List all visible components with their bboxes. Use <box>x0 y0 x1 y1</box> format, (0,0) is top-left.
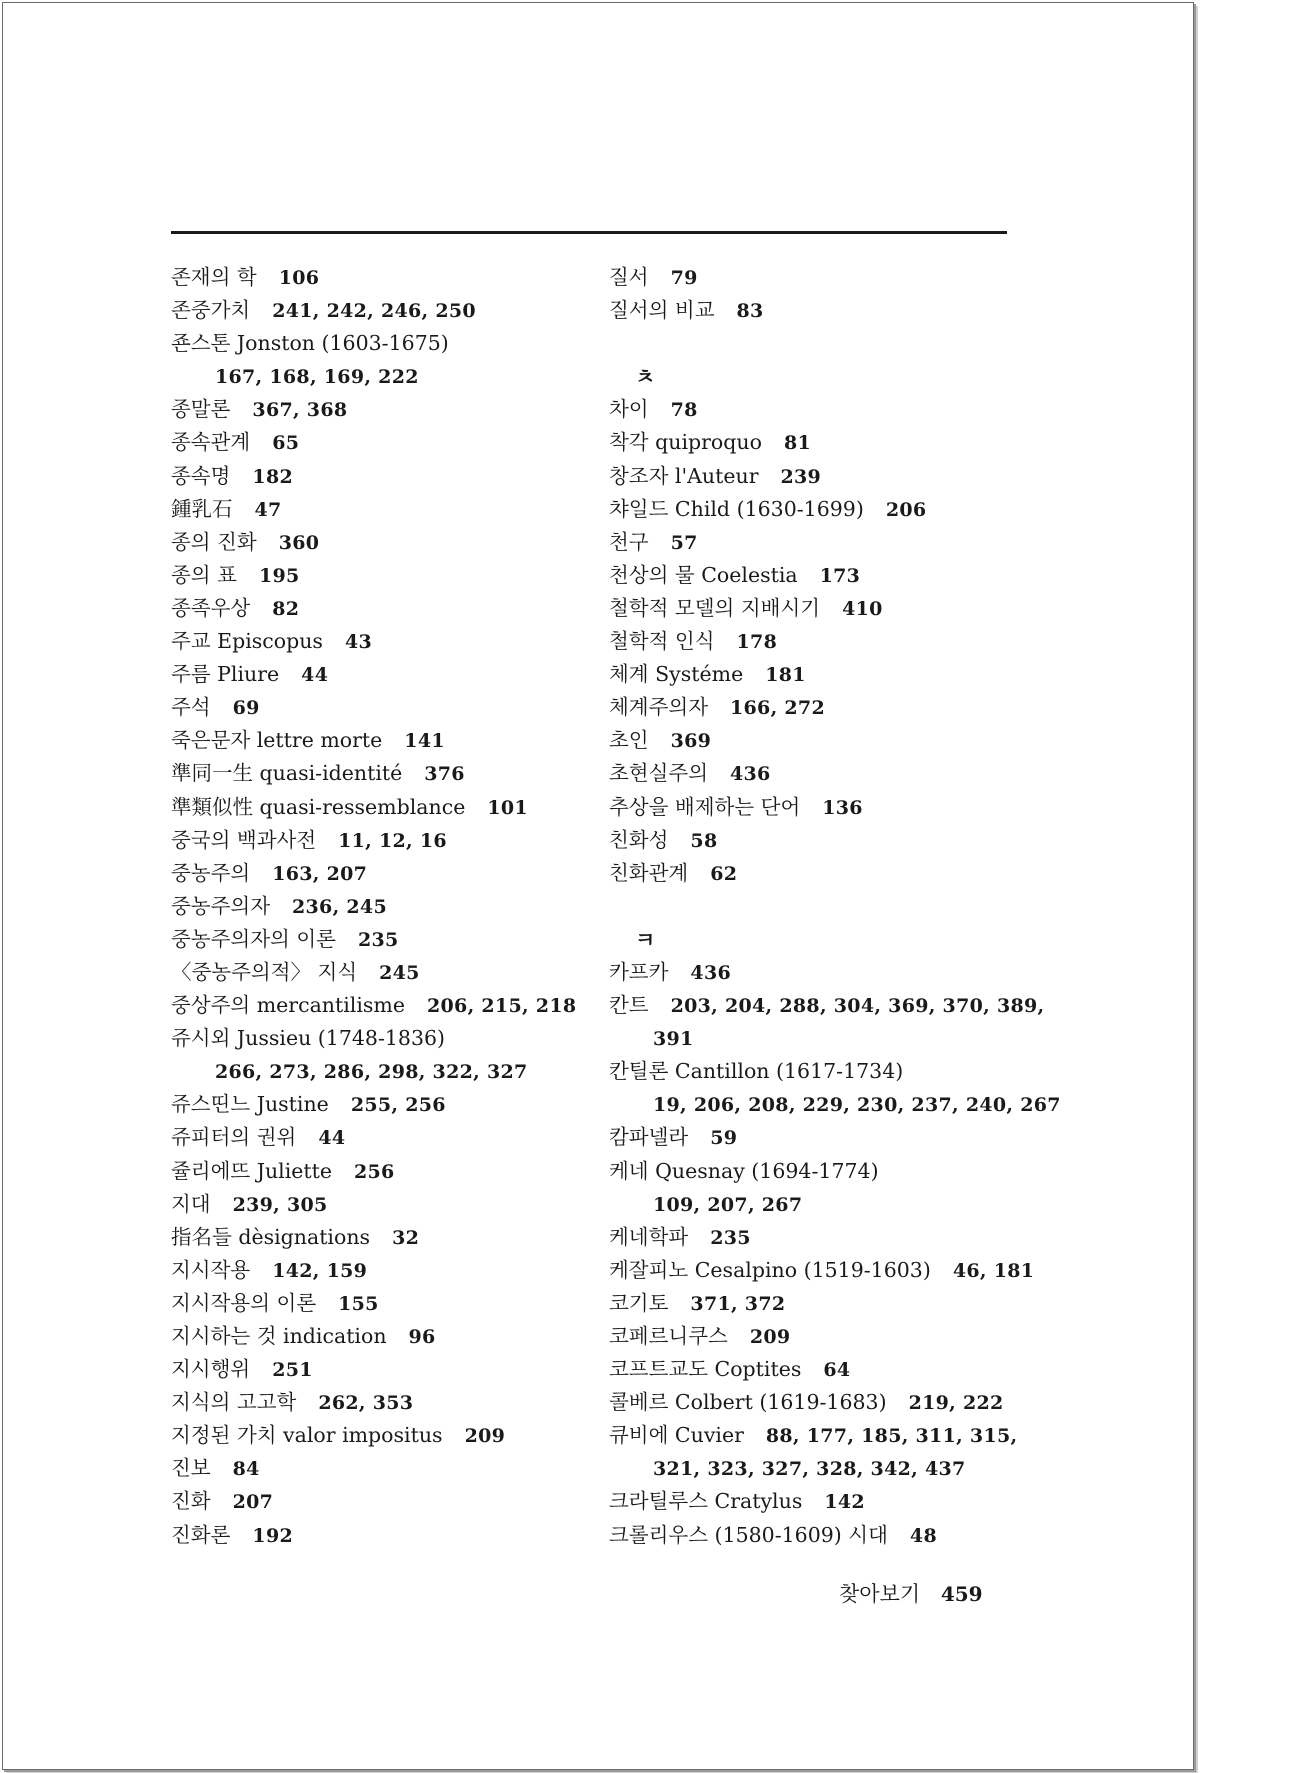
blank-line <box>609 327 1029 360</box>
entry-term: 천상의 물 Coelestia <box>609 562 798 587</box>
entry-pages: 369 <box>670 730 712 753</box>
index-entry <box>171 1022 591 1055</box>
index-entry <box>171 625 591 658</box>
entry-pages: 84 <box>232 1458 260 1481</box>
footer-label: 찾아보기 <box>839 1582 921 1606</box>
entry-term: 중상주의 mercantilisme <box>171 993 406 1018</box>
index-entry <box>171 1419 591 1452</box>
index-entry <box>171 294 591 327</box>
entry-term: 지시작용 <box>171 1257 251 1282</box>
index-entry <box>171 1353 591 1386</box>
index-entry <box>609 724 1029 757</box>
entry-pages: 62 <box>710 862 738 885</box>
entry-pages: 360 <box>278 531 320 554</box>
entry-term: 중농주의자의 이론 <box>171 926 336 951</box>
index-entry <box>609 824 1029 857</box>
entry-pages: 206 <box>885 498 927 521</box>
section-letter: ㅊ <box>635 364 656 390</box>
index-entry <box>609 658 1029 691</box>
entry-term: 체계 Systéme <box>609 662 744 687</box>
index-entry <box>609 989 1045 1022</box>
index-entry <box>171 526 591 559</box>
entry-term: 지정된 가치 valor impositus <box>171 1423 443 1448</box>
entry-pages: 256 <box>354 1160 395 1183</box>
entry-term: 캄파넬라 <box>609 1125 689 1150</box>
index-entry <box>609 526 1029 559</box>
entry-term: 종속명 <box>171 463 231 488</box>
index-entry <box>609 1055 1029 1088</box>
entry-term: 큐비에 Cuvier <box>609 1423 744 1448</box>
index-entry-continuation <box>171 1055 591 1088</box>
index-entry <box>609 493 1029 526</box>
entry-pages: 262, 353 <box>318 1392 414 1415</box>
entry-term: 진화론 <box>171 1522 231 1547</box>
entry-term: 準類似性 quasi-ressemblance <box>171 794 466 819</box>
entry-term: 쥴리에뜨 Juliette <box>171 1158 333 1183</box>
index-entry <box>171 1287 591 1320</box>
entry-pages: 166, 272 <box>730 697 825 720</box>
entry-term: 指名들 dèsignations <box>171 1224 371 1249</box>
entry-pages: 207 <box>232 1491 274 1514</box>
entry-pages: 367, 368 <box>252 399 348 422</box>
index-entry-continuation <box>609 1452 1029 1485</box>
entry-pages: 167, 168, 169, 222 <box>215 366 419 389</box>
index-entry <box>171 1254 591 1287</box>
entry-term: 친화성 <box>609 827 669 852</box>
entry-term: 칸트 <box>609 993 649 1018</box>
index-entry <box>171 460 591 493</box>
entry-term: 크롤리우스 (1580-1609) 시대 <box>609 1522 888 1547</box>
index-page <box>2 2 1194 1770</box>
entry-term: 케네학파 <box>609 1224 689 1249</box>
entry-term: 鍾乳石 <box>171 496 233 521</box>
index-entry <box>609 1353 1029 1386</box>
index-entry <box>171 1155 591 1188</box>
index-entry <box>171 1121 591 1154</box>
index-entry <box>171 658 591 691</box>
entry-pages: 178 <box>736 631 778 654</box>
entry-pages: 255, 256 <box>350 1094 446 1117</box>
entry-term: 주름 Pliure <box>171 662 280 687</box>
entry-term: 존재의 학 <box>171 265 257 289</box>
entry-term: 초현실주의 <box>609 761 709 786</box>
entry-term: 지시행위 <box>171 1357 251 1382</box>
entry-term: 쥬스띤느 Justine <box>171 1092 329 1117</box>
entry-pages: 88, 177, 185, 311, 315, <box>765 1425 1018 1448</box>
entry-term: 종의 표 <box>171 562 237 587</box>
entry-pages: 266, 273, 286, 298, 322, 327 <box>215 1061 528 1084</box>
index-entry <box>171 592 591 625</box>
entry-term: 차이 <box>609 397 649 422</box>
index-entry <box>609 1221 1029 1254</box>
index-entry <box>171 1485 591 1518</box>
entry-term: 카프카 <box>609 959 669 984</box>
index-entry-continuation <box>609 1188 1029 1221</box>
entry-term: 친화관계 <box>609 860 689 885</box>
index-entry <box>171 426 591 459</box>
entry-term: 주교 Episcopus <box>171 629 323 654</box>
entry-term: 종말론 <box>171 397 231 422</box>
index-entry <box>609 1155 1029 1188</box>
entry-term: 중농주의자 <box>171 893 271 918</box>
entry-pages: 11, 12, 16 <box>338 829 447 852</box>
entry-pages: 235 <box>357 928 399 951</box>
page-number: 459 <box>940 1582 983 1606</box>
entry-pages: 109, 207, 267 <box>653 1193 803 1216</box>
index-entry <box>609 956 1029 989</box>
entry-term: 중국의 백과사전 <box>171 827 317 852</box>
entry-term: 지대 <box>171 1191 211 1216</box>
index-entry <box>171 1188 591 1221</box>
index-entry <box>609 691 1029 724</box>
entry-pages: 136 <box>822 796 863 819</box>
index-entry <box>609 791 1029 824</box>
entry-pages: 46, 181 <box>952 1259 1035 1282</box>
header-rule <box>171 231 1007 234</box>
entry-term: 종족우상 <box>171 595 251 620</box>
entry-term: 칸틸론 Cantillon (1617-1734) <box>609 1059 904 1084</box>
entry-pages: 69 <box>232 697 260 720</box>
entry-pages: 236, 245 <box>292 895 387 918</box>
index-entry <box>171 989 591 1022</box>
index-entry <box>171 956 591 989</box>
entry-pages: 32 <box>392 1226 420 1249</box>
entry-term: 챠일드 Child (1630-1699) <box>609 496 864 521</box>
entry-term: 체계주의자 <box>609 695 709 720</box>
entry-term: 착각 quiproquo <box>609 430 762 455</box>
entry-term: 존중가치 <box>171 298 251 323</box>
entry-term: 지시작용의 이론 <box>171 1290 317 1315</box>
index-entry <box>609 1254 1035 1287</box>
entry-pages: 96 <box>408 1326 436 1348</box>
entry-pages: 181 <box>765 664 806 687</box>
index-entry <box>171 1320 591 1353</box>
entry-term: 종의 진화 <box>171 529 257 554</box>
index-entry <box>171 923 591 956</box>
index-entry <box>171 1386 591 1419</box>
index-entry <box>171 559 591 592</box>
index-entry <box>609 857 1029 890</box>
entry-term: 초인 <box>609 728 649 753</box>
entry-pages: 245 <box>379 961 420 984</box>
entry-pages: 163, 207 <box>272 862 368 885</box>
entry-pages: 64 <box>823 1359 851 1382</box>
entry-pages: 182 <box>252 465 293 488</box>
entry-pages: 79 <box>670 267 698 289</box>
entry-pages: 436 <box>690 961 731 984</box>
index-entry <box>609 757 1029 790</box>
entry-term: 진보 <box>171 1456 211 1481</box>
entry-term: 주석 <box>171 695 211 720</box>
entry-term: 코프트교도 Coptites <box>609 1357 802 1382</box>
section-letter: ㅋ <box>635 926 656 952</box>
index-entry <box>171 791 591 824</box>
entry-pages: 57 <box>670 531 698 554</box>
index-entry <box>171 1088 591 1121</box>
entry-term: 지식의 고고학 <box>171 1390 297 1415</box>
index-entry <box>609 1519 1029 1552</box>
entry-pages: 106 <box>278 267 320 289</box>
index-entry <box>609 1320 1029 1353</box>
entry-pages: 65 <box>272 432 300 455</box>
entry-pages: 436 <box>730 763 771 786</box>
entry-pages: 410 <box>842 597 883 620</box>
entry-pages: 173 <box>819 564 861 587</box>
index-entry <box>609 393 1029 426</box>
entry-pages: 142, 159 <box>272 1259 368 1282</box>
entry-pages: 209 <box>464 1425 506 1448</box>
entry-term: 질서 <box>609 265 649 289</box>
index-entry <box>609 1485 1029 1518</box>
index-entry <box>171 1452 591 1485</box>
entry-term: 쥬피터의 권위 <box>171 1125 297 1150</box>
entry-term: 죽은문자 lettre morte <box>171 728 383 753</box>
entry-pages: 219, 222 <box>908 1392 1004 1415</box>
entry-pages: 371, 372 <box>690 1292 786 1315</box>
index-entry-continuation <box>609 1022 1029 1055</box>
entry-pages: 58 <box>690 829 718 852</box>
entry-pages: 321, 323, 327, 328, 342, 437 <box>653 1458 966 1481</box>
entry-term: 케잘피노 Cesalpino (1519-1603) <box>609 1257 931 1282</box>
entry-pages: 142 <box>824 1491 865 1514</box>
index-entry <box>171 327 591 360</box>
entry-pages: 19, 206, 208, 229, 230, 237, 240, 267 <box>653 1094 1061 1117</box>
index-entry <box>609 426 1029 459</box>
index-entry <box>171 261 591 294</box>
entry-pages: 241, 242, 246, 250 <box>272 300 476 323</box>
entry-term: 죤스톤 Jonston (1603-1675) <box>171 331 449 356</box>
entry-term: 질서의 비교 <box>609 298 715 323</box>
index-entry <box>609 460 1029 493</box>
entry-pages: 192 <box>252 1524 293 1547</box>
index-entry <box>171 757 591 790</box>
index-entry <box>171 393 591 426</box>
index-entry <box>171 1221 591 1254</box>
index-entry <box>171 824 591 857</box>
index-entry <box>609 1386 1029 1419</box>
entry-pages: 47 <box>254 498 282 521</box>
entry-term: 천구 <box>609 529 649 554</box>
entry-pages: 101 <box>487 796 528 819</box>
entry-term: 철학적 인식 <box>609 629 715 654</box>
entry-pages: 141 <box>404 730 445 753</box>
entry-pages: 44 <box>301 664 329 687</box>
entry-pages: 81 <box>783 432 811 455</box>
entry-pages: 44 <box>318 1127 346 1150</box>
entry-pages: 43 <box>344 631 373 654</box>
index-entry-continuation <box>609 1088 1061 1121</box>
entry-term: 코페르니쿠스 <box>609 1324 728 1348</box>
index-entry <box>171 857 591 890</box>
entry-pages: 155 <box>338 1292 379 1315</box>
entry-term: 〈중농주의적〉 지식 <box>171 959 358 984</box>
index-entry <box>609 625 1029 658</box>
entry-term: 추상을 배제하는 단어 <box>609 794 801 819</box>
entry-term: 창조자 l'Auteur <box>609 463 759 488</box>
entry-pages: 48 <box>909 1524 937 1547</box>
index-column-right <box>609 261 1061 1552</box>
entry-pages: 209 <box>749 1326 791 1348</box>
entry-term: 코기토 <box>609 1290 669 1315</box>
index-entry <box>609 559 1029 592</box>
section-heading <box>609 923 1029 956</box>
entry-term: 중농주의 <box>171 860 251 885</box>
index-entry <box>171 493 591 526</box>
entry-term: 지시하는 것 indication <box>171 1324 387 1348</box>
index-entry <box>171 1519 591 1552</box>
index-entry <box>609 1419 1029 1452</box>
entry-pages: 391 <box>653 1028 694 1051</box>
entry-term: 종속관계 <box>171 430 251 455</box>
entry-pages: 59 <box>710 1127 738 1150</box>
entry-term: 콜베르 Colbert (1619-1683) <box>609 1390 887 1415</box>
entry-pages: 195 <box>258 564 300 587</box>
entry-term: 準同一生 quasi-identité <box>171 761 403 786</box>
index-entry <box>609 592 1029 625</box>
entry-term: 쥬시외 Jussieu (1748-1836) <box>171 1026 446 1051</box>
entry-pages: 78 <box>670 399 698 422</box>
index-column-left <box>171 261 591 1552</box>
entry-term: 진화 <box>171 1489 211 1514</box>
entry-pages: 376 <box>424 763 465 786</box>
entry-term: 케네 Quesnay (1694-1774) <box>609 1158 879 1183</box>
index-entry <box>171 890 591 923</box>
entry-pages: 235 <box>710 1226 751 1249</box>
section-heading <box>609 360 1029 393</box>
page-footer <box>839 1578 983 1608</box>
index-entry <box>609 1287 1029 1320</box>
index-entry <box>171 691 591 724</box>
index-entry <box>609 294 1029 327</box>
entry-pages: 251 <box>272 1359 313 1382</box>
index-entry <box>609 261 1029 294</box>
blank-line <box>609 890 1029 923</box>
entry-pages: 203, 204, 288, 304, 369, 370, 389, <box>670 995 1045 1018</box>
entry-term: 크라틸루스 Cratylus <box>609 1489 803 1514</box>
index-entry <box>609 1121 1029 1154</box>
entry-pages: 83 <box>736 300 764 323</box>
entry-pages: 82 <box>272 597 300 620</box>
entry-term: 철학적 모델의 지배시기 <box>609 595 821 620</box>
index-entry-continuation <box>171 360 591 393</box>
index-entry <box>171 724 591 757</box>
entry-pages: 239, 305 <box>232 1193 328 1216</box>
entry-pages: 206, 215, 218 <box>427 995 577 1018</box>
entry-pages: 239 <box>780 465 822 488</box>
